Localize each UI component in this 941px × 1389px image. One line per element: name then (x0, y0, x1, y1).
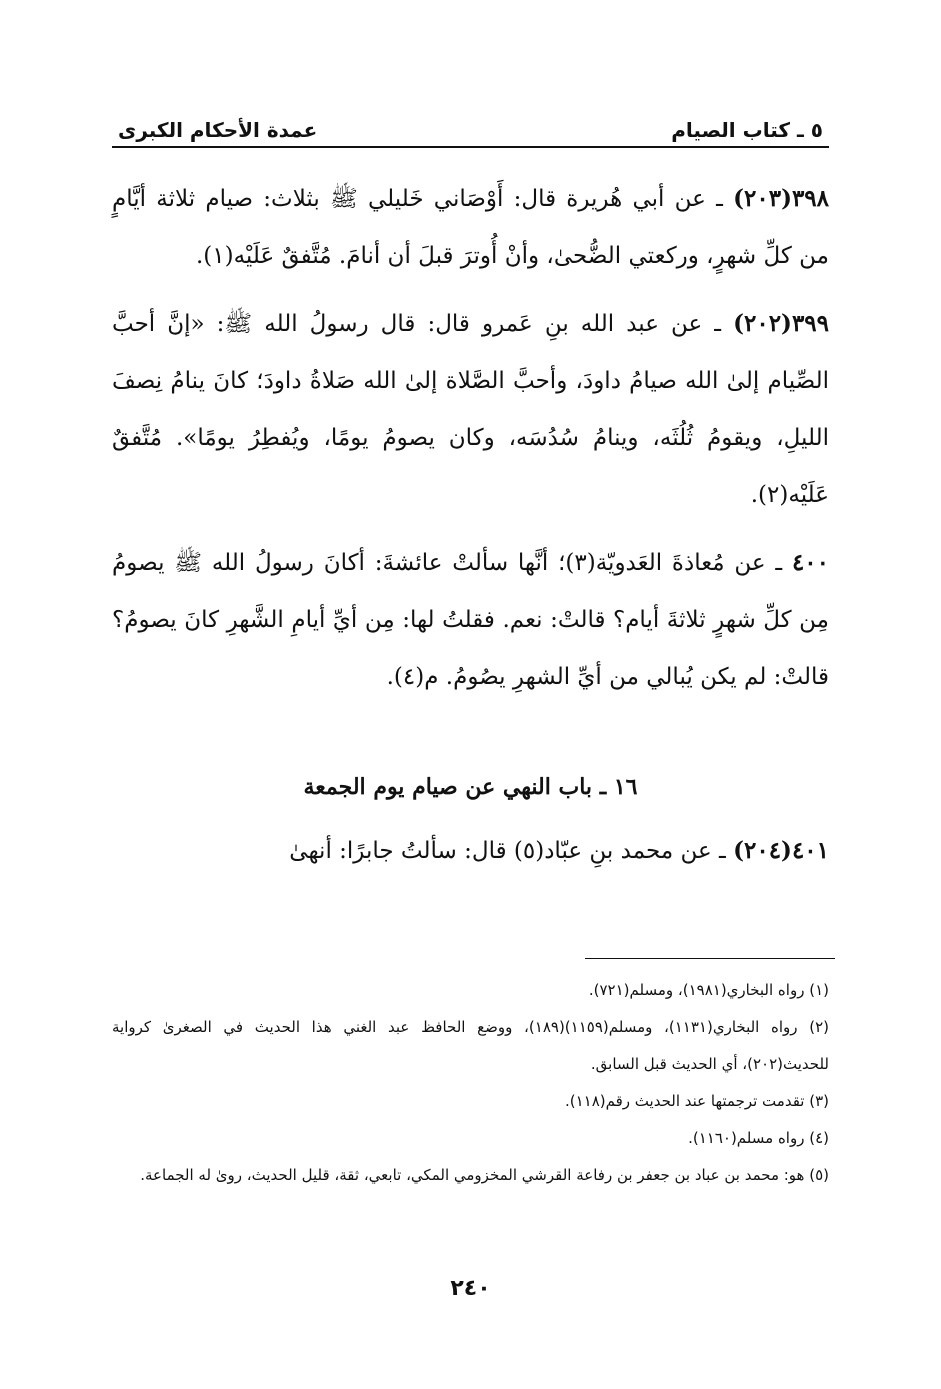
footnote-3: (٣) تقدمت ترجمتها عند الحديث رقم(١١٨). (564, 1092, 829, 1110)
running-header (118, 108, 823, 142)
footnote-2: (٢) رواه البخاري(١١٣١)، ومسلم(١١٥٩)(١٨٩)، ووضع الحافظ عبد الغني هذا الحديث في الصغرىٰ كرواية للحديث(٢٠٢)، أي الحديث قبل السابق. (112, 1018, 830, 1073)
hadith-text: ـ عن عبد الله بنِ عَمرو قال: قال رسولُ الله ﷺ: «إنَّ أحبَّ الصِّيام إلىٰ الله صيامُ داودَ، وأحبَّ الصَّلاة إلىٰ الله صَلاةُ داودَ؛ كانَ ينامُ نِصفَ الليلِ، ويقومُ ثُلُثَه، وينامُ سُدُسَه، وكان يصومُ يومًا، ويُفطِرُ يومًا». مُتَّفقٌ عَلَيْه(٢). (112, 311, 829, 508)
hadith-text: ـ عن أبي هُريرة قال: أَوْصَاني خَليلي ﷺ بثلاث: صيام ثلاثة أيَّامٍ من كلِّ شهرٍ، وركعتي الضُّحىٰ، وأنْ أُوترَ قبلَ أن أنامَ. مُتَّفقٌ عَلَيْه(١). (112, 186, 829, 269)
hadith-text: ـ عن مُعاذةَ العَدويّة(٣)؛ أنَّها سألتْ عائشةَ: أكانَ رسولُ الله ﷺ يصومُ مِن كلِّ شهرٍ ثلاثةَ أيام؟ قالتْ: نعم. فقلتُ لها: مِن أيِّ أيامِ الشَّهرِ كانَ يصومُ؟ قالتْ: لم يكن يُبالي من أيِّ الشهرِ يصُومُ. م(٤). (112, 550, 829, 690)
footnotes (112, 972, 829, 1194)
hadith-number: ٤٠٠ (791, 549, 830, 576)
footnote-4: (٤) رواه مسلم(١١٦٠). (688, 1129, 829, 1147)
hadith-398 (112, 170, 829, 285)
chapter-title: ٥ ـ كتاب الصيام (671, 118, 823, 142)
hadith-401 (112, 822, 829, 880)
hadith-number: ٤٠١(٢٠٤) (733, 837, 829, 864)
main-text (112, 170, 829, 890)
hadith-text: ـ عن محمد بنِ عبّاد(٥) قال: سألتُ جابرًا: أنهىٰ (289, 838, 726, 864)
hadith-number: ٣٩٨(٢٠٣) (733, 185, 830, 212)
footnote-divider (585, 958, 835, 959)
footnote-5: (٥) هو: محمد بن عباد بن جعفر بن رفاعة القرشي المخزومي المكي، تابعي، ثقة، قليل الحديث، روىٰ له الجماعة. (140, 1166, 829, 1184)
hadith-number: ٣٩٩(٢٠٢) (733, 310, 829, 337)
section-heading: ١٦ ـ باب النهي عن صيام يوم الجمعة (303, 774, 638, 800)
footnote-1: (١) رواه البخاري(١٩٨١)، ومسلم(٧٢١). (588, 981, 829, 999)
hadith-399 (112, 295, 829, 524)
book-title: عمدة الأحكام الكبرى (118, 118, 318, 142)
page-number: ٢٤٠ (450, 1276, 491, 1301)
header-divider (112, 146, 829, 148)
hadith-400 (112, 534, 829, 706)
